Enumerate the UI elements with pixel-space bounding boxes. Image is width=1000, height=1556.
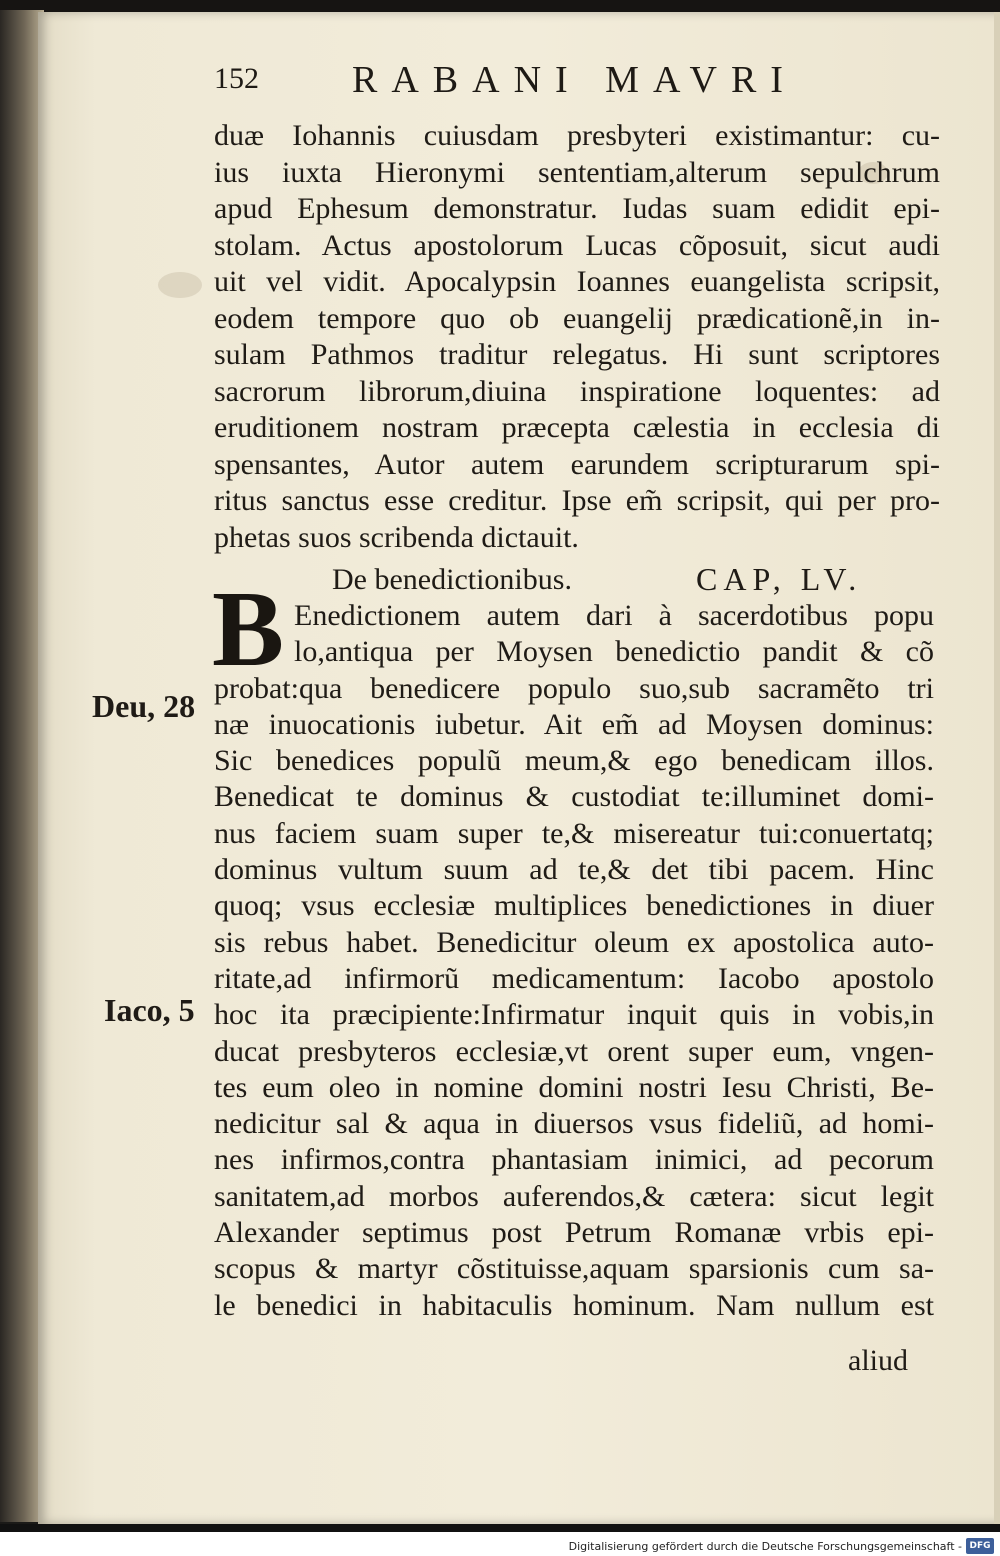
text-line: Alexander septimus post Petrum Romanæ vrbis epi- (214, 1216, 934, 1250)
text-line: duæ Iohannis cuiusdam presbyteri existimantur: cu- (214, 119, 940, 152)
text-line: sacrorum librorum,diuina inspiratione loquentes: ad (214, 374, 940, 408)
chapter-text (214, 598, 934, 1324)
text-line: nedicitur sal & aqua in diuersos vsus fideliũ, ad homi- (214, 1107, 934, 1141)
chapter-title: De benedictionibus. (332, 563, 572, 596)
margin-note-deuteronomy: Deu, 28 (92, 688, 196, 724)
text-line: nes infirmos,contra phantasiam inimici, ad pecorum (214, 1143, 934, 1177)
chapter-heading (332, 561, 902, 601)
drop-cap-initial: B (212, 570, 285, 689)
text-line: uit vel vidit. Apocalypsin Ioannes euangelista scripsit, (214, 265, 940, 298)
text-line: ritus sanctus esse creditur. Ipse em̃ scripsit, qui per pro- (214, 484, 940, 517)
text-line: Sic benedices populũ meum,& ego benedicam illos. (214, 744, 934, 778)
body-text (214, 118, 940, 556)
text-line: tes eum oleo in nomine domini nostri Iesu Christi, Be- (214, 1070, 934, 1104)
page-number: 152 (214, 62, 259, 95)
text-line: apud Ephesum demonstratur. Iudas suam edidit epi- (214, 192, 940, 225)
text-line: dominus vultum suum ad te,& det tibi pacem. Hinc (214, 853, 934, 887)
text-line: le benedici in habitaculis hominum. Nam nullum est (214, 1288, 934, 1322)
scan-top-border (0, 0, 1000, 12)
page-edge (994, 12, 1000, 1524)
margin-note-james: Iaco, 5 (104, 992, 195, 1028)
text-line: hoc ita præcipiente:Infirmatur inquit quis in vobis,in (214, 998, 934, 1032)
chapter-number: CAP, LV. (696, 561, 863, 597)
text-line: ritate,ad infirmorũ medicamentum: Iacobo apostolo (214, 961, 934, 995)
dfg-logo-icon: DFG (966, 1538, 994, 1554)
text-line: phetas suos scribenda dictauit. (214, 520, 579, 554)
catchword: aliud (848, 1344, 908, 1377)
text-line: probat:qua benedicere populo suo,sub sacramẽto tri (214, 671, 934, 705)
text-line: lo,antiqua per Moysen benedictio pandit & cõ (294, 635, 934, 669)
text-line: ius iuxta Hieronymi sententiam,alterum sepulchrum (214, 155, 940, 189)
text-line: ducat presbyteros ecclesiæ,vt orent super eum, vngen- (214, 1034, 934, 1068)
text-line: scopus & martyr cõstituisse,aquam sparsionis cum sa- (214, 1252, 934, 1286)
running-title: RABANI MAVRI (352, 59, 797, 101)
text-line: Enedictionem autem dari à sacerdotibus popu (294, 599, 934, 632)
text-line: næ inuocationis iubetur. Ait em̃ ad Moysen dominus: (214, 707, 934, 741)
text-line: stolam. Actus apostolorum Lucas cõposuit, sicut audi (214, 228, 940, 262)
text-line: sulam Pathmos traditur relegatus. Hi sunt scriptores (214, 338, 940, 371)
funding-notice: Digitalisierung gefördert durch die Deutsche Forschungsgemeinschaft - (568, 1540, 962, 1553)
text-line: quoq; vsus ecclesiæ multiplices benedictiones in diuer (214, 889, 934, 923)
text-line: spensantes, Autor autem earundem scripturarum spi- (214, 447, 940, 481)
page-header (214, 58, 934, 102)
text-line: sanitatem,ad morbos auferendos,& cætera: sicut legit (214, 1179, 934, 1213)
text-line: eodem tempore quo ob euangelij prædicationẽ,in in- (214, 301, 940, 335)
text-line: sis rebus habet. Benedicitur oleum ex apostolica auto- (214, 925, 934, 959)
digitization-footer (0, 1524, 1000, 1556)
text-line: Benedicat te dominus & custodiat te:illuminet domi- (214, 780, 934, 814)
paper-stain (158, 272, 202, 298)
text-line: eruditionem nostram præcepta cælestia in ecclesia di (214, 411, 940, 444)
text-line: nus faciem suam super te,& misereatur tui:conuertatq; (214, 816, 934, 850)
